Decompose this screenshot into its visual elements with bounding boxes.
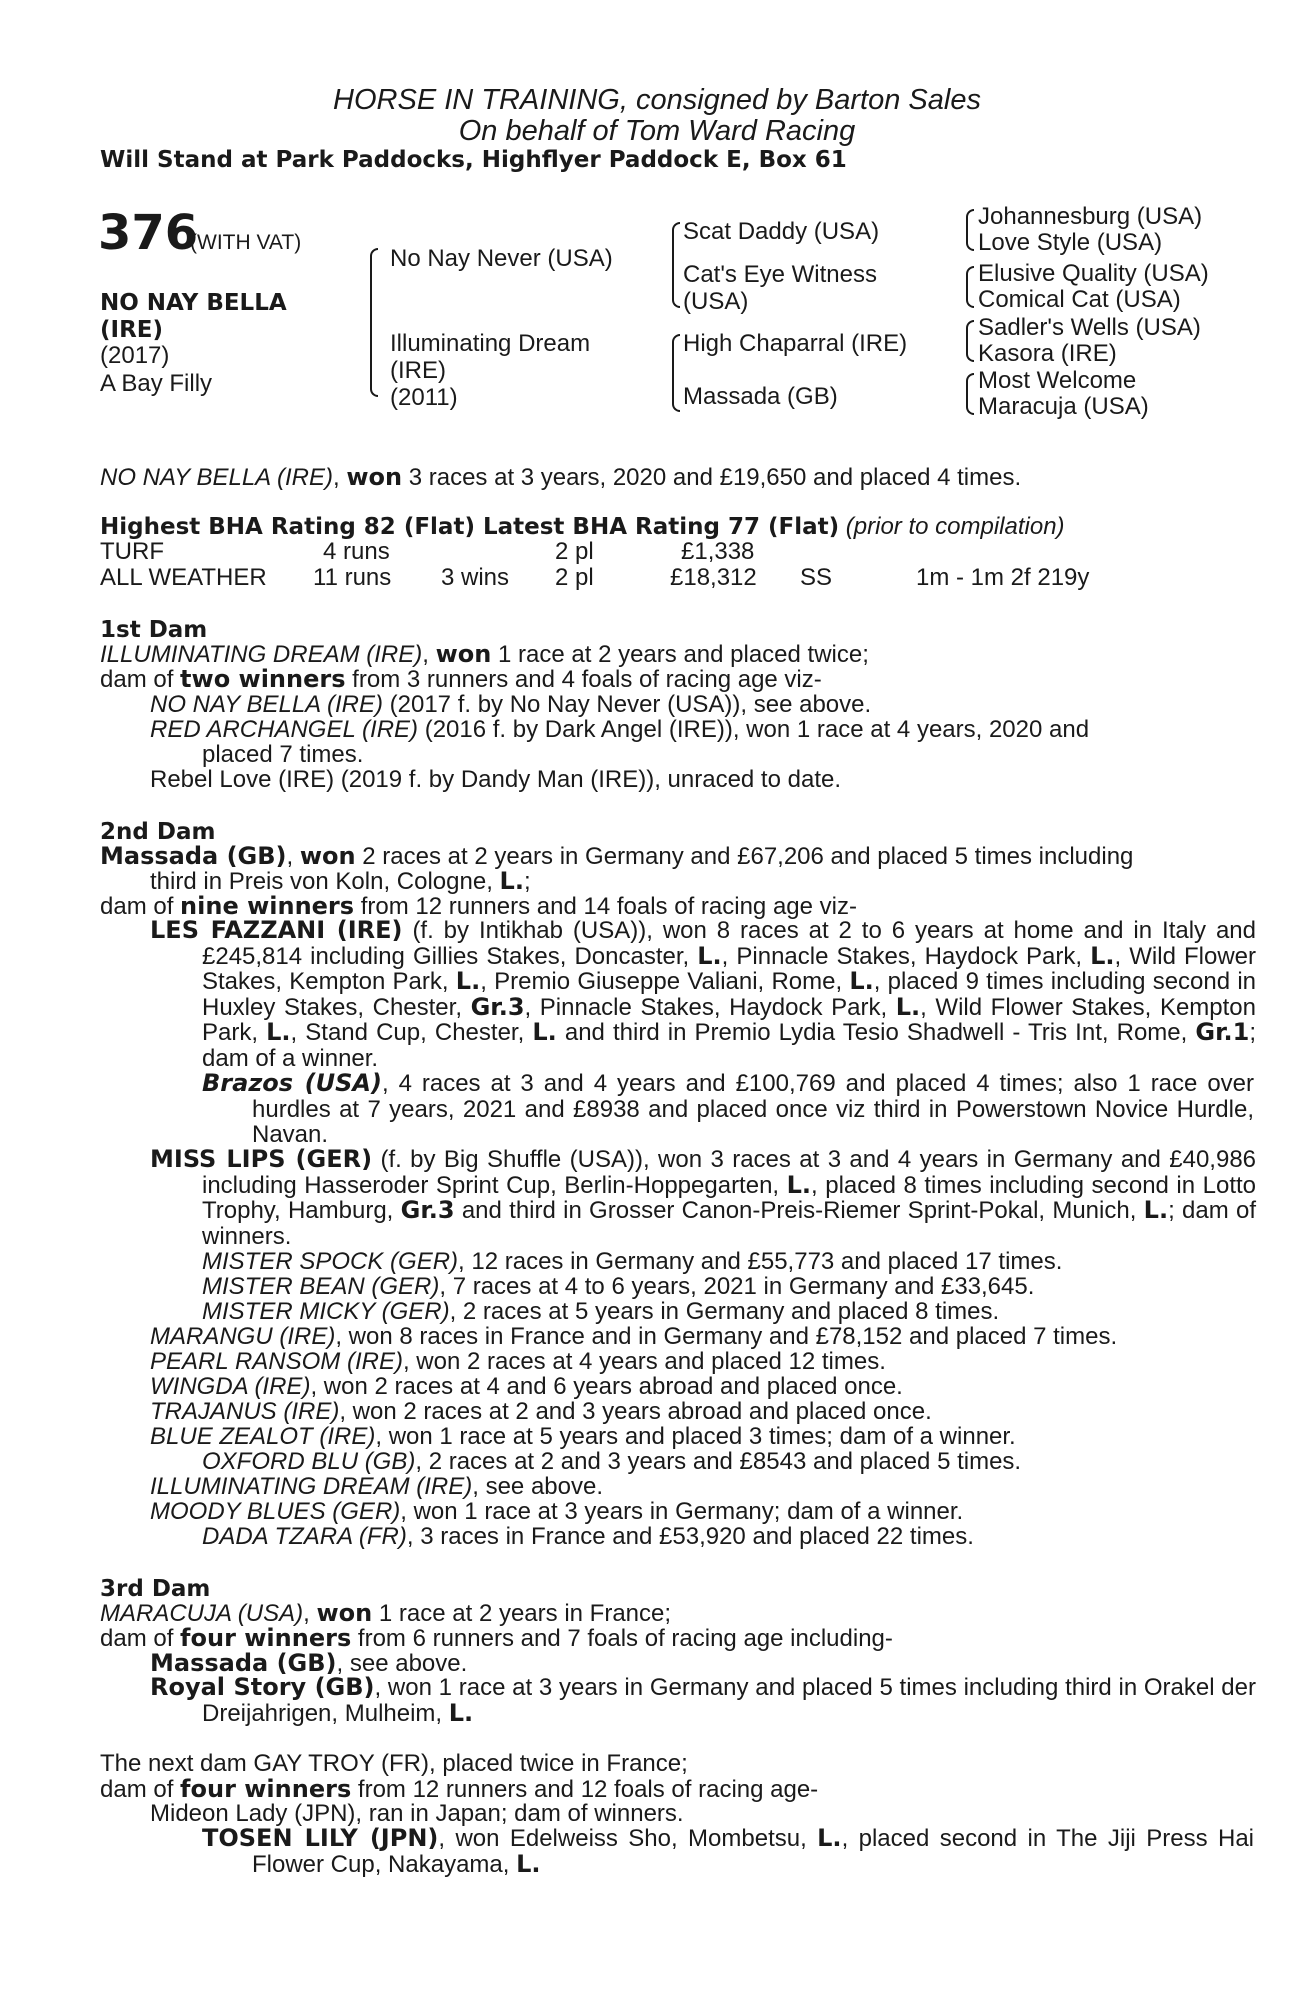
listed-marker: L. (817, 1824, 842, 1852)
dam: Illuminating Dream (390, 330, 591, 357)
offspring-text: , won Edelweiss Sho, Mombetsu, (438, 1825, 818, 1852)
offspring-entry (202, 1449, 1021, 1475)
offspring-text: , Wild Flower Stakes, Kempton Park, (202, 993, 1256, 1046)
offspring-name: WINGDA (IRE) (150, 1373, 311, 1400)
dams-dam: Massada (GB) (683, 383, 838, 410)
summary-text: 1 race at 2 years in France; (372, 1600, 672, 1627)
record-distance: 1m - 1m 2f 219y (916, 564, 1090, 591)
produce-text: from 12 runners and 12 foals of racing age- (351, 1776, 819, 1803)
listed-marker: L. (516, 1849, 541, 1878)
dam-name: ILLUMINATING DREAM (IRE) (100, 641, 423, 668)
second-dam-heading: 2nd Dam (100, 819, 216, 845)
bha-rating (100, 514, 1065, 540)
group-marker: Gr.1 (1195, 1018, 1250, 1046)
lot-number: 376 (98, 205, 199, 261)
offspring-name: DADA TZARA (FR) (202, 1523, 407, 1550)
pedigree-ancestor: Johannesburg (USA) (978, 203, 1203, 230)
offspring-name: Royal Story (GB) (150, 1673, 375, 1701)
summary-continuation (150, 868, 531, 895)
offspring-entry (150, 717, 1089, 743)
offspring-entry (150, 1324, 1117, 1350)
offspring-entry: Rebel Love (IRE) (2019 f. by Dandy Man (IRE)), unraced to date. (150, 766, 841, 793)
pedigree-bracket (966, 373, 974, 415)
listed-marker: L. (1090, 941, 1115, 970)
offspring-text: and third in Grosser Canon-Preis-Riemer Sprint-Pokal, Munich, (454, 1197, 1144, 1224)
offspring-name: MISS LIPS (GER) (150, 1145, 373, 1173)
offspring-text: , Wild Flower Stakes, Kempton Park, (202, 942, 1256, 995)
dam-of-label: dam of (100, 1625, 181, 1652)
pedigree-ancestor: Sadler's Wells (USA) (978, 314, 1201, 341)
consignor-line: HORSE IN TRAINING, consigned by Barton Sales (333, 84, 981, 116)
offspring-text: , won 1 race at 3 years in Germany and placed 5 times including third in Orakel der Dreijahrigen, Mulheim, (202, 1674, 1256, 1727)
won-label: won (435, 640, 492, 668)
offspring-name: MOODY BLUES (GER) (150, 1498, 401, 1525)
offspring-text: , won 2 races at 4 and 6 years abroad and placed once. (310, 1373, 903, 1400)
horse-name-suffix: (IRE) (100, 317, 164, 343)
won-label: won (346, 463, 403, 491)
offspring-text: , 2 races at 5 years in Germany and placed 8 times. (449, 1298, 1000, 1325)
offspring-text: , Stand Cup, Chester, (290, 1019, 533, 1046)
record-placed: 2 pl (555, 538, 594, 565)
offspring-entry (150, 1474, 603, 1500)
winners-count: nine winners (180, 892, 355, 920)
offspring-name: MARANGU (IRE) (150, 1323, 336, 1350)
sires-dam: Cat's Eye Witness (683, 261, 877, 288)
offspring-text: placed 7 times. (202, 741, 364, 768)
first-dam-heading: 1st Dam (100, 617, 208, 643)
offspring-entry (150, 1374, 903, 1400)
won-label: won (316, 1599, 373, 1627)
rating-values: Highest BHA Rating 82 (Flat) Latest BHA Rating 77 (Flat) (100, 514, 840, 540)
offspring-text: , won 2 races at 2 and 3 years abroad and placed once. (339, 1398, 932, 1425)
vat-note: (WITH VAT) (190, 231, 302, 254)
offspring-name: MISTER BEAN (GER) (202, 1273, 440, 1300)
summary-text: 3 races at 3 years, 2020 and £19,650 and placed 4 times. (402, 464, 1022, 491)
offspring-text: , Pinnacle Stakes, Haydock Park, (524, 993, 896, 1021)
produce-text: from 6 runners and 7 foals of racing age including- (351, 1625, 893, 1652)
record-going: SS (800, 564, 833, 591)
winners-count: two winners (180, 665, 346, 693)
pedigree-bracket (966, 209, 974, 251)
offspring-entry-miss-lips (150, 1147, 1256, 1249)
offspring-text: , placed 8 times including second in Lotto Trophy, Hamburg, (202, 1171, 1257, 1224)
offspring-entry (150, 692, 871, 718)
offspring-entry (202, 1274, 1034, 1300)
offspring-text: , 12 races in Germany and £55,773 and placed 17 times. (458, 1248, 1063, 1275)
pedigree-ancestor: Comical Cat (USA) (978, 286, 1181, 313)
offspring-name: BLUE ZEALOT (IRE) (150, 1423, 376, 1450)
offspring-entry-royal-story (150, 1675, 1256, 1726)
offspring-entry: Mideon Lady (JPN), ran in Japan; dam of winners. (150, 1800, 684, 1827)
offspring-name: NO NAY BELLA (IRE) (150, 691, 383, 718)
offspring-entry-les-fazzani (150, 918, 1256, 1071)
sires-sire: Scat Daddy (USA) (683, 218, 880, 245)
offspring-name: LES FAZZANI (IRE) (150, 916, 403, 944)
next-dam-produce (100, 1776, 818, 1803)
won-label: won (299, 842, 356, 870)
offspring-text: , see above. (336, 1650, 468, 1677)
offspring-text: , 7 races at 4 to 6 years, 2021 in Germany and £33,645. (439, 1273, 1035, 1300)
record-surface: ALL WEATHER (100, 564, 267, 591)
foaling-year: (2017) (100, 342, 170, 369)
rating-note: (prior to compilation) (845, 513, 1065, 540)
offspring-name: Massada (GB) (150, 1649, 337, 1677)
pedigree-ancestor: Love Style (USA) (978, 229, 1163, 256)
listed-marker: L. (266, 1018, 291, 1046)
offspring-name: RED ARCHANGEL (IRE) (150, 716, 419, 743)
record-placed: 2 pl (555, 564, 594, 591)
offspring-text: , won 1 race at 3 years in Germany; dam of a winner. (400, 1498, 964, 1525)
pedigree-ancestor: Kasora (IRE) (978, 340, 1117, 367)
offspring-name: OXFORD BLU (GB) (202, 1448, 416, 1475)
record-runs: 4 runs (323, 538, 390, 565)
pedigree-bracket (672, 334, 680, 412)
offspring-entry-tosen-lily (202, 1826, 1254, 1877)
listed-marker: L. (697, 941, 722, 970)
next-dam-summary: The next dam GAY TROY (FR), placed twice in France; (100, 1750, 688, 1777)
second-dam-summary: Massada (GB), won 2 races at 2 years in Germany and £67,206 and placed 5 times including (100, 842, 1134, 870)
offspring-text: , Pinnacle Stakes, Haydock Park, (721, 942, 1091, 970)
listed-marker: L. (532, 1018, 557, 1046)
record-runs: 11 runs (313, 564, 392, 591)
offspring-name: ILLUMINATING DREAM (IRE) (150, 1473, 473, 1500)
first-dam-summary: ILLUMINATING DREAM (IRE), won 1 race at 2 years and placed twice; (100, 640, 869, 668)
listed-marker: L. (849, 967, 874, 995)
pedigree-bracket (672, 222, 680, 308)
dam-name: Massada (GB) (100, 842, 287, 870)
offspring-name: MISTER SPOCK (GER) (202, 1248, 459, 1275)
record-prize-money: £1,338 (681, 538, 755, 565)
dam-of-label: dam of (100, 1776, 181, 1803)
offspring-entry (150, 1399, 932, 1425)
offspring-name: TOSEN LILY (JPN) (202, 1824, 439, 1852)
pedigree-bracket (966, 320, 974, 362)
third-dam-produce (100, 1625, 893, 1652)
group-marker: Gr.3 (470, 992, 525, 1021)
stand-location: Will Stand at Park Paddocks, Highflyer Paddock E, Box 61 (100, 147, 847, 173)
offspring-text: , 3 races in France and £53,920 and placed 22 times. (406, 1523, 974, 1550)
listed-marker: L. (455, 967, 481, 995)
offspring-name: TRAJANUS (IRE) (150, 1398, 340, 1425)
listed-marker: L. (895, 992, 921, 1021)
dams-sire: High Chaparral (IRE) (683, 330, 908, 357)
offspring-text: (2017 f. by No Nay Never (USA)), see above. (382, 691, 872, 718)
dam-name: MARACUJA (USA) (100, 1600, 304, 1627)
dam-of-label: dam of (100, 893, 181, 920)
record-prize-money: £18,312 (670, 564, 757, 591)
offspring-text: ; dam of winners. (202, 1197, 1256, 1250)
record-surface: TURF (100, 538, 164, 565)
offspring-text: , won 2 races at 4 years and placed 12 times. (402, 1348, 886, 1375)
sires-dam-suffix: (USA) (683, 288, 749, 315)
offspring-text: , won 1 race at 5 years and placed 3 times; dam of a winner. (375, 1423, 1016, 1450)
summary-text: 2 races at 2 years in Germany and £67,206 and placed 5 times including (355, 843, 1134, 870)
offspring-entry (202, 1299, 999, 1325)
offspring-entry (202, 1249, 1062, 1275)
offspring-text: (2016 f. by Dark Angel (IRE)), won 1 race at 4 years, 2020 and (418, 716, 1090, 743)
winners-count: four winners (180, 1624, 352, 1652)
offspring-text: ; dam of a winner. (202, 1019, 1257, 1072)
offspring-name: PEARL RANSOM (IRE) (150, 1348, 403, 1375)
dam-of-label: dam of (100, 666, 181, 693)
listed-marker: L. (448, 1698, 474, 1727)
summary-text: third in Preis von Koln, Cologne, (150, 868, 500, 895)
offspring-name: Brazos (USA) (202, 1069, 382, 1097)
first-dam-produce (100, 666, 822, 693)
offspring-text: , 2 races at 2 and 3 years and £8543 and placed 5 times. (415, 1448, 1022, 1475)
produce-text: from 3 runners and 4 foals of racing age viz- (345, 666, 822, 693)
on-behalf-line: On behalf of Tom Ward Racing (458, 115, 856, 147)
offspring-text: , won 8 races in France and in Germany and £78,152 and placed 7 times. (335, 1323, 1118, 1350)
punctuation: ; (523, 868, 531, 895)
horse-description: A Bay Filly (100, 370, 213, 397)
offspring-text: , placed 9 times including second in Huxley Stakes, Chester, (202, 968, 1256, 1021)
offspring-entry (202, 1524, 974, 1550)
offspring-entry (150, 1499, 963, 1525)
offspring-text: (f. by Intikhab (USA)), won 8 races at 2 to 6 years at home and in Italy and £245,814 including Gillies Stakes, Doncaster, (202, 917, 1256, 970)
group-marker: Gr.3 (400, 1196, 455, 1224)
listed-marker: L. (1143, 1196, 1169, 1224)
horse-name-ref: NO NAY BELLA (IRE) (100, 464, 333, 491)
offspring-text: , 4 races at 3 and 4 years and £100,769 and placed 4 times; also 1 race over hurdles at 7 years, 2021 and £8938 and placed once viz third in Powerstown Novice Hurdle, Navan. (252, 1070, 1255, 1148)
offspring-text: , placed second in The Jiji Press Hai Flower Cup, Nakayama, (252, 1825, 1254, 1878)
offspring-name: MISTER MICKY (GER) (202, 1298, 450, 1325)
winners-count: four winners (180, 1775, 352, 1803)
offspring-text: , see above. (472, 1473, 604, 1500)
pedigree-ancestor: Most Welcome (978, 367, 1137, 394)
pedigree-bracket (370, 248, 378, 397)
third-dam-summary: MARACUJA (USA), won 1 race at 2 years in France; (100, 1599, 672, 1627)
pedigree-ancestor: Elusive Quality (USA) (978, 260, 1209, 287)
pedigree-ancestor: Maracuja (USA) (978, 393, 1149, 420)
offspring-text: , Premio Giuseppe Valiani, Rome, (480, 968, 850, 995)
listed-marker: L. (499, 867, 524, 895)
third-dam-heading: 3rd Dam (100, 1576, 211, 1602)
sire: No Nay Never (USA) (390, 245, 613, 272)
offspring-entry (150, 1349, 886, 1375)
offspring-entry-brazos (202, 1071, 1254, 1148)
record-wins: 3 wins (441, 564, 510, 591)
offspring-entry (150, 1424, 1016, 1450)
dam-suffix: (IRE) (390, 357, 446, 384)
listed-marker: L. (786, 1170, 812, 1199)
dam-year: (2011) (390, 384, 458, 411)
horse-name: NO NAY BELLA (100, 290, 287, 316)
offspring-text: (f. by Big Shuffle (USA)), won 3 races at 3 and 4 years in Germany and £40,986 including Hasseroder Sprint Cup, Berlin-Hoppegarten, (202, 1146, 1257, 1199)
offspring-text: and third in Premio Lydia Tesio Shadwell - Tris Int, Rome, (556, 1019, 1196, 1046)
produce-text: from 12 runners and 14 foals of racing age viz- (354, 893, 857, 920)
summary-text: 1 race at 2 years and placed twice; (491, 641, 869, 668)
pedigree-bracket (966, 266, 974, 308)
race-summary: NO NAY BELLA (IRE), won 3 races at 3 years, 2020 and £19,650 and placed 4 times. (100, 463, 1022, 491)
